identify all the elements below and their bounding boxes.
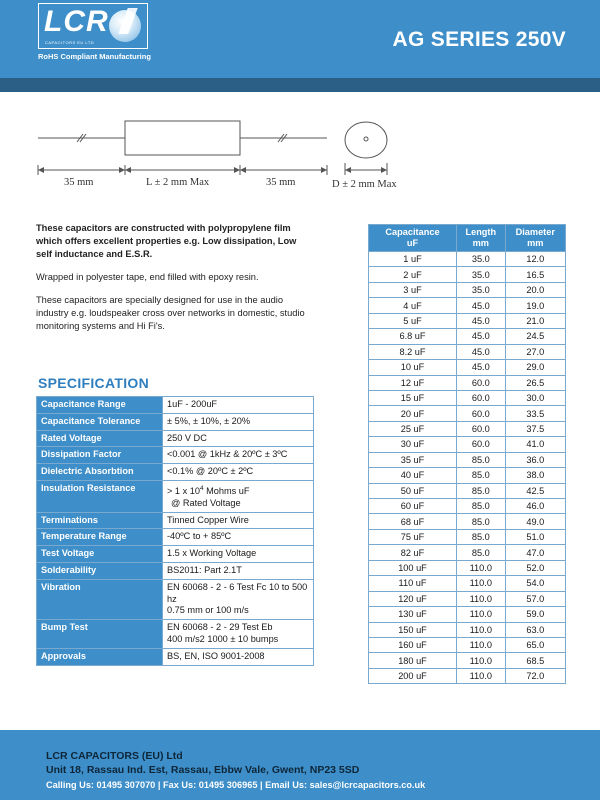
cell-length: 60.0 (457, 390, 506, 405)
table-row (369, 360, 566, 375)
header-diameter (505, 225, 565, 252)
spec-value (163, 579, 314, 619)
cell-diameter: 16.5 (505, 267, 565, 282)
table-row (369, 576, 566, 591)
table-row (369, 529, 566, 544)
cell-length: 85.0 (457, 499, 506, 514)
cell-diameter: 36.0 (505, 452, 565, 467)
table-row (369, 344, 566, 359)
cell-length: 45.0 (457, 313, 506, 328)
table-row (369, 267, 566, 282)
spec-key: Capacitance Tolerance (37, 413, 163, 430)
spec-row (37, 512, 314, 529)
cell-capacitance: 110 uF (369, 576, 457, 591)
cell-capacitance: 5 uF (369, 313, 457, 328)
spec-row (37, 529, 314, 546)
cell-diameter: 26.5 (505, 375, 565, 390)
cell-length: 35.0 (457, 267, 506, 282)
table-row (369, 560, 566, 575)
spec-key: Test Voltage (37, 546, 163, 563)
table-row (369, 483, 566, 498)
specification-table (36, 396, 314, 666)
spec-key: Temperature Range (37, 529, 163, 546)
spec-key: Vibration (37, 579, 163, 619)
table-row (369, 545, 566, 560)
spec-row (37, 464, 314, 481)
cell-capacitance: 12 uF (369, 375, 457, 390)
table-row (369, 390, 566, 405)
cell-length: 60.0 (457, 421, 506, 436)
spec-value (163, 620, 314, 649)
cell-length: 85.0 (457, 545, 506, 560)
cell-length: 45.0 (457, 298, 506, 313)
table-row (369, 622, 566, 637)
spec-value-text: BS2011: Part 2.1T (167, 565, 242, 576)
cell-diameter: 37.5 (505, 421, 565, 436)
cell-capacitance: 40 uF (369, 468, 457, 483)
cell-capacitance: 25 uF (369, 421, 457, 436)
spec-value-line2: 400 m/s2 1000 ± 10 bumps (167, 634, 279, 645)
cell-length: 110.0 (457, 653, 506, 668)
spec-value-text: Tinned Copper Wire (167, 514, 249, 525)
cell-diameter: 33.5 (505, 406, 565, 421)
cell-length: 110.0 (457, 668, 506, 683)
cell-length: 110.0 (457, 560, 506, 575)
body-length-dimension: L ± 2 mm Max (146, 177, 210, 188)
spec-row (37, 579, 314, 619)
cell-capacitance: 150 uF (369, 622, 457, 637)
cell-diameter: 30.0 (505, 390, 565, 405)
cell-length: 85.0 (457, 468, 506, 483)
header-diameter-line1: Diameter (515, 227, 555, 237)
spec-value-text: -40ºC to + 85ºC (167, 531, 232, 542)
spec-value-text: EN 60068 - 2 - 6 Test Fc 10 to 500 hz (167, 581, 308, 604)
cell-capacitance: 200 uF (369, 668, 457, 683)
cell-length: 85.0 (457, 483, 506, 498)
cell-diameter: 57.0 (505, 591, 565, 606)
cell-diameter: 29.0 (505, 360, 565, 375)
table-row (369, 637, 566, 652)
footer-contact: Calling Us: 01495 307070 | Fax Us: 01495 306965 | Email Us: sales@lcrcapacitors.co.uk (46, 780, 426, 790)
cell-length: 110.0 (457, 622, 506, 637)
cell-diameter: 38.0 (505, 468, 565, 483)
rohs-label: RoHS Compliant Manufacturing (38, 52, 151, 61)
table-row (369, 282, 566, 297)
page-title: AG SERIES 250V (392, 28, 566, 51)
spec-value (163, 529, 314, 546)
spec-key: Insulation Resistance (37, 480, 163, 512)
cell-capacitance: 130 uF (369, 607, 457, 622)
cell-length: 45.0 (457, 329, 506, 344)
cell-length: 60.0 (457, 437, 506, 452)
cell-diameter: 51.0 (505, 529, 565, 544)
table-row (369, 375, 566, 390)
cell-capacitance: 180 uF (369, 653, 457, 668)
cell-capacitance: 120 uF (369, 591, 457, 606)
spec-value-text: EN 60068 - 2 - 29 Test Eb (167, 622, 273, 633)
page-header (0, 0, 600, 78)
table-row (369, 668, 566, 683)
cell-diameter: 20.0 (505, 282, 565, 297)
spec-value (163, 430, 314, 447)
cell-capacitance: 3 uF (369, 282, 457, 297)
spec-row (37, 447, 314, 464)
cell-length: 85.0 (457, 529, 506, 544)
page-footer (0, 730, 600, 800)
capacitor-diagram (30, 115, 430, 200)
cell-length: 85.0 (457, 514, 506, 529)
table-row (369, 421, 566, 436)
header-diameter-line2: mm (527, 238, 544, 248)
cell-length: 85.0 (457, 452, 506, 467)
spec-value (163, 397, 314, 414)
cell-diameter: 42.5 (505, 483, 565, 498)
cell-length: 110.0 (457, 607, 506, 622)
cell-diameter: 68.5 (505, 653, 565, 668)
spec-value (163, 563, 314, 580)
spec-row (37, 480, 314, 512)
spec-key: Dissipation Factor (37, 447, 163, 464)
spec-value (163, 413, 314, 430)
logo-text: LCR (44, 5, 109, 38)
header-band (0, 78, 600, 92)
header-length-line1: Length (465, 227, 497, 237)
cell-diameter: 63.0 (505, 622, 565, 637)
cell-capacitance: 1 uF (369, 252, 457, 267)
spec-row (37, 620, 314, 649)
lead-right-dimension: 35 mm (266, 177, 296, 188)
capacitance-table (368, 224, 566, 684)
cell-diameter: 72.0 (505, 668, 565, 683)
spec-value-line2: @ Rated Voltage (171, 497, 241, 508)
spec-value-text: 250 V DC (167, 432, 207, 443)
cell-diameter: 46.0 (505, 499, 565, 514)
spec-value (163, 464, 314, 481)
diameter-dimension: D ± 2 mm Max (332, 179, 397, 190)
cell-capacitance: 82 uF (369, 545, 457, 560)
cell-length: 110.0 (457, 576, 506, 591)
cell-length: 60.0 (457, 406, 506, 421)
table-row (369, 591, 566, 606)
spec-row (37, 648, 314, 665)
cell-diameter: 59.0 (505, 607, 565, 622)
table-row (369, 607, 566, 622)
cell-diameter: 19.0 (505, 298, 565, 313)
cell-length: 35.0 (457, 282, 506, 297)
spec-value-text: ± 5%, ± 10%, ± 20% (167, 415, 251, 426)
spec-value (163, 480, 314, 512)
cell-length: 110.0 (457, 637, 506, 652)
cell-diameter: 65.0 (505, 637, 565, 652)
table-row (369, 437, 566, 452)
spec-row (37, 397, 314, 414)
spec-value (163, 512, 314, 529)
spec-value-text: <0.1% @ 20ºC ± 2ºC (167, 466, 254, 477)
table-row (369, 468, 566, 483)
cell-diameter: 47.0 (505, 545, 565, 560)
cell-diameter: 27.0 (505, 344, 565, 359)
spec-value-text: 1.5 x Working Voltage (167, 548, 257, 559)
cell-capacitance: 75 uF (369, 529, 457, 544)
cell-capacitance: 35 uF (369, 452, 457, 467)
header-capacitance-line2: uF (406, 238, 419, 248)
cell-capacitance: 8.2 uF (369, 344, 457, 359)
cell-diameter: 24.5 (505, 329, 565, 344)
cell-capacitance: 10 uF (369, 360, 457, 375)
spec-key: Rated Voltage (37, 430, 163, 447)
header-capacitance (369, 225, 457, 252)
intro-paragraph-3: These capacitors are specially designed for use in the audio industry e.g. loudspeaker cross over networks in domestic, studio monitoring systems and Hi Fi's. (36, 295, 305, 331)
spec-row (37, 546, 314, 563)
table-row (369, 329, 566, 344)
intro-paragraph-2: Wrapped in polyester tape, end filled with epoxy resin. (36, 272, 259, 282)
cell-length: 110.0 (457, 591, 506, 606)
cell-diameter: 21.0 (505, 313, 565, 328)
spec-key: Bump Test (37, 620, 163, 649)
spec-key: Approvals (37, 648, 163, 665)
specification-heading: SPECIFICATION (38, 375, 149, 391)
spec-key: Terminations (37, 512, 163, 529)
lead-left-dimension: 35 mm (64, 177, 94, 188)
cell-diameter: 41.0 (505, 437, 565, 452)
table-row (369, 499, 566, 514)
footer-company: LCR CAPACITORS (EU) Ltd (46, 750, 183, 762)
table-row (369, 653, 566, 668)
cell-length: 35.0 (457, 252, 506, 267)
table-row (369, 252, 566, 267)
logo-subtext: CAPACITORS EU LTD (45, 40, 95, 45)
company-logo (38, 3, 148, 49)
spec-value (163, 546, 314, 563)
table-row (369, 313, 566, 328)
cell-diameter: 12.0 (505, 252, 565, 267)
cell-length: 60.0 (457, 375, 506, 390)
spec-value-exponent: 4 (199, 484, 204, 492)
spec-row (37, 430, 314, 447)
footer-address: Unit 18, Rassau Ind. Est, Rassau, Ebbw Vale, Gwent, NP23 5SD (46, 764, 360, 776)
spec-row (37, 413, 314, 430)
cell-diameter: 49.0 (505, 514, 565, 529)
cell-capacitance: 4 uF (369, 298, 457, 313)
cell-capacitance: 30 uF (369, 437, 457, 452)
cell-capacitance: 20 uF (369, 406, 457, 421)
header-length (457, 225, 506, 252)
cell-length: 45.0 (457, 360, 506, 375)
spec-value-line2: 0.75 mm or 100 m/s (167, 605, 249, 616)
cell-diameter: 54.0 (505, 576, 565, 591)
table-row (369, 514, 566, 529)
spec-value-text: <0.001 @ 1kHz & 20ºC ± 3ºC (167, 449, 288, 460)
cell-length: 45.0 (457, 344, 506, 359)
cell-capacitance: 2 uF (369, 267, 457, 282)
intro-text (36, 222, 306, 343)
spec-value-suffix: Mohms uF (203, 486, 250, 497)
cell-capacitance: 15 uF (369, 390, 457, 405)
table-row (369, 298, 566, 313)
spec-value (163, 648, 314, 665)
capacitance-table-header (369, 225, 566, 252)
spec-value (163, 447, 314, 464)
table-row (369, 406, 566, 421)
cell-capacitance: 60 uF (369, 499, 457, 514)
cell-capacitance: 6.8 uF (369, 329, 457, 344)
spec-value-prefix: > 1 x 10 (167, 486, 200, 497)
spec-value-text: BS, EN, ISO 9001-2008 (167, 650, 265, 661)
header-length-line2: mm (472, 238, 489, 248)
cell-capacitance: 160 uF (369, 637, 457, 652)
spec-row (37, 563, 314, 580)
table-row (369, 452, 566, 467)
cell-diameter: 52.0 (505, 560, 565, 575)
cell-capacitance: 100 uF (369, 560, 457, 575)
spec-key: Capacitance Range (37, 397, 163, 414)
header-capacitance-line1: Capacitance (385, 227, 440, 237)
spec-key: Dielectric Absorbtion (37, 464, 163, 481)
cell-capacitance: 50 uF (369, 483, 457, 498)
cell-capacitance: 68 uF (369, 514, 457, 529)
spec-key: Solderability (37, 563, 163, 580)
spec-value-text: 1uF - 200uF (167, 399, 218, 409)
intro-paragraph-1: These capacitors are constructed with polypropylene film which offers excellent properties e.g. Low dissipation, Low self inductance and E.S.R. (36, 223, 297, 259)
